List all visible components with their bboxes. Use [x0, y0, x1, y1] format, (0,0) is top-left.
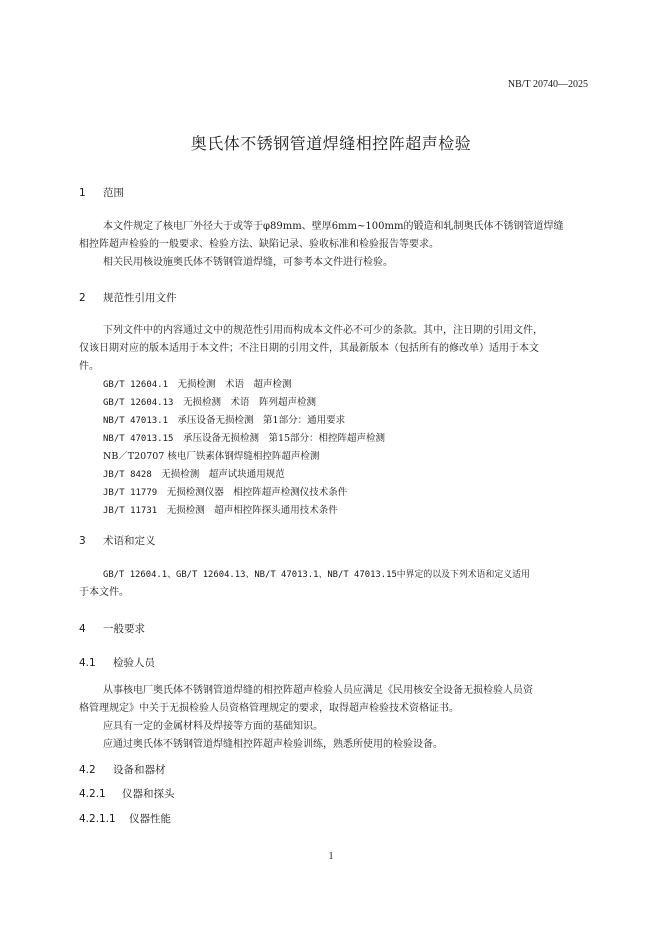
section-number: 4.2 — [79, 764, 96, 776]
reference-title: 无损检测 超声相控阵探头通用技术条件 — [166, 505, 338, 516]
section-title: 设备和器材 — [113, 764, 166, 776]
paragraph-line: GB/T 12604.1、GB/T 12604.13、NB/T 47013.1、NB/T 47013.15中界定的以及下列术语和定义适用 — [103, 570, 530, 580]
reference-code: JB/T 11779 — [103, 488, 158, 498]
reference-item — [103, 484, 347, 498]
paragraph-line: 下列文件中的内容通过文中的规范性引用而构成本文件必不可少的条款。其中，注日期的引用文件， — [103, 325, 543, 336]
section-title: 一般要求 — [103, 623, 145, 635]
reference-title: 无损检测仪器 相控阵超声检测仪技术条件 — [166, 487, 348, 498]
section-number: 1 — [79, 187, 86, 199]
paragraph-line: 仅该日期对应的版本适用于本文件；不注日期的引用文件，其最新版本（包括所有的修改单）适用于本文 — [79, 343, 539, 354]
section-4-1-heading — [79, 655, 155, 670]
reference-code: NB／T20707 — [103, 451, 165, 462]
section-number: 4.1 — [79, 657, 96, 669]
paragraph-line: 格管理规定》中关于无损检验人员资格管理规定的要求，取得超声检验技术资格证书。 — [79, 703, 459, 714]
section-title: 仪器和探头 — [122, 788, 175, 800]
section-number: 2 — [79, 292, 86, 304]
reference-item — [103, 376, 292, 390]
reference-title: 无损检测 超声试块通用规范 — [161, 469, 285, 480]
paragraph-line: 相关民用核设施奥氏体不锈钢管道焊缝，可参考本文件进行检验。 — [103, 257, 393, 268]
reference-title: 核电厂铁素体钢焊缝相控阵超声检测 — [167, 451, 320, 462]
document-title: 奥氏体不锈钢管道焊缝相控阵超声检验 — [190, 134, 472, 153]
section-number: 4.2.1.1 — [79, 813, 116, 825]
paragraph-line: 于本文件。 — [79, 587, 129, 598]
section-number: 3 — [79, 535, 86, 547]
section-number: 4.2.1 — [79, 788, 106, 800]
reference-code: JB/T 8428 — [103, 470, 152, 480]
reference-code: NB/T 47013.1 — [103, 416, 169, 426]
paragraph-line: 应具有一定的金属材料及焊接等方面的基础知识。 — [103, 721, 323, 732]
reference-item — [103, 412, 345, 426]
section-4-2-1-1-heading — [79, 811, 171, 826]
reference-item — [103, 466, 285, 480]
paragraph-line: 相控阵超声检验的一般要求、检验方法、缺陷记录、验收标准和检验报告等要求。 — [79, 239, 439, 250]
paragraph-line: 应通过奥氏体不锈钢管道焊缝相控阵超声检验训练，熟悉所使用的检验设备。 — [103, 739, 443, 750]
reference-code: GB/T 12604.13 — [103, 398, 174, 408]
section-number: 4 — [79, 623, 86, 635]
reference-title: 承压设备无损检测 第1部分：通用要求 — [177, 415, 346, 426]
section-3-heading — [79, 533, 156, 548]
section-title: 规范性引用文件 — [103, 292, 177, 304]
paragraph-line: 件。 — [79, 361, 99, 372]
reference-item — [103, 430, 385, 444]
reference-title: 无损检测 术语 超声检测 — [177, 379, 292, 390]
section-title: 仪器性能 — [129, 813, 171, 825]
section-title: 检验人员 — [113, 657, 155, 669]
section-2-heading — [79, 290, 177, 305]
paragraph-line: 本文件规定了核电厂外径大于或等于φ89mm、壁厚6mm~100mm的锻造和轧制奥氏体不锈钢管道焊缝 — [103, 221, 564, 232]
section-4-2-heading — [79, 762, 166, 777]
section-1-heading — [79, 185, 124, 200]
reference-title: 承压设备无损检测 第15部分：相控阵超声检测 — [182, 433, 386, 444]
reference-item — [103, 502, 338, 516]
reference-code: JB/T 11731 — [103, 506, 158, 516]
reference-code: GB/T 12604.1 — [103, 380, 169, 390]
reference-item — [103, 448, 319, 462]
document-number: NB/T 20740—2025 — [507, 79, 588, 90]
section-title: 术语和定义 — [103, 535, 156, 547]
reference-item — [103, 394, 316, 408]
reference-title: 无损检测 术语 阵列超声检测 — [182, 397, 316, 408]
section-title: 范围 — [103, 187, 124, 199]
section-4-2-1-heading — [79, 786, 175, 801]
paragraph-line: 从事核电厂奥氏体不锈钢管道焊缝的相控阵超声检验人员应满足《民用核安全设备无损检验人员资 — [103, 685, 533, 696]
section-4-heading — [79, 621, 145, 636]
reference-code: NB/T 47013.15 — [103, 434, 174, 444]
page-number: 1 — [328, 851, 334, 862]
